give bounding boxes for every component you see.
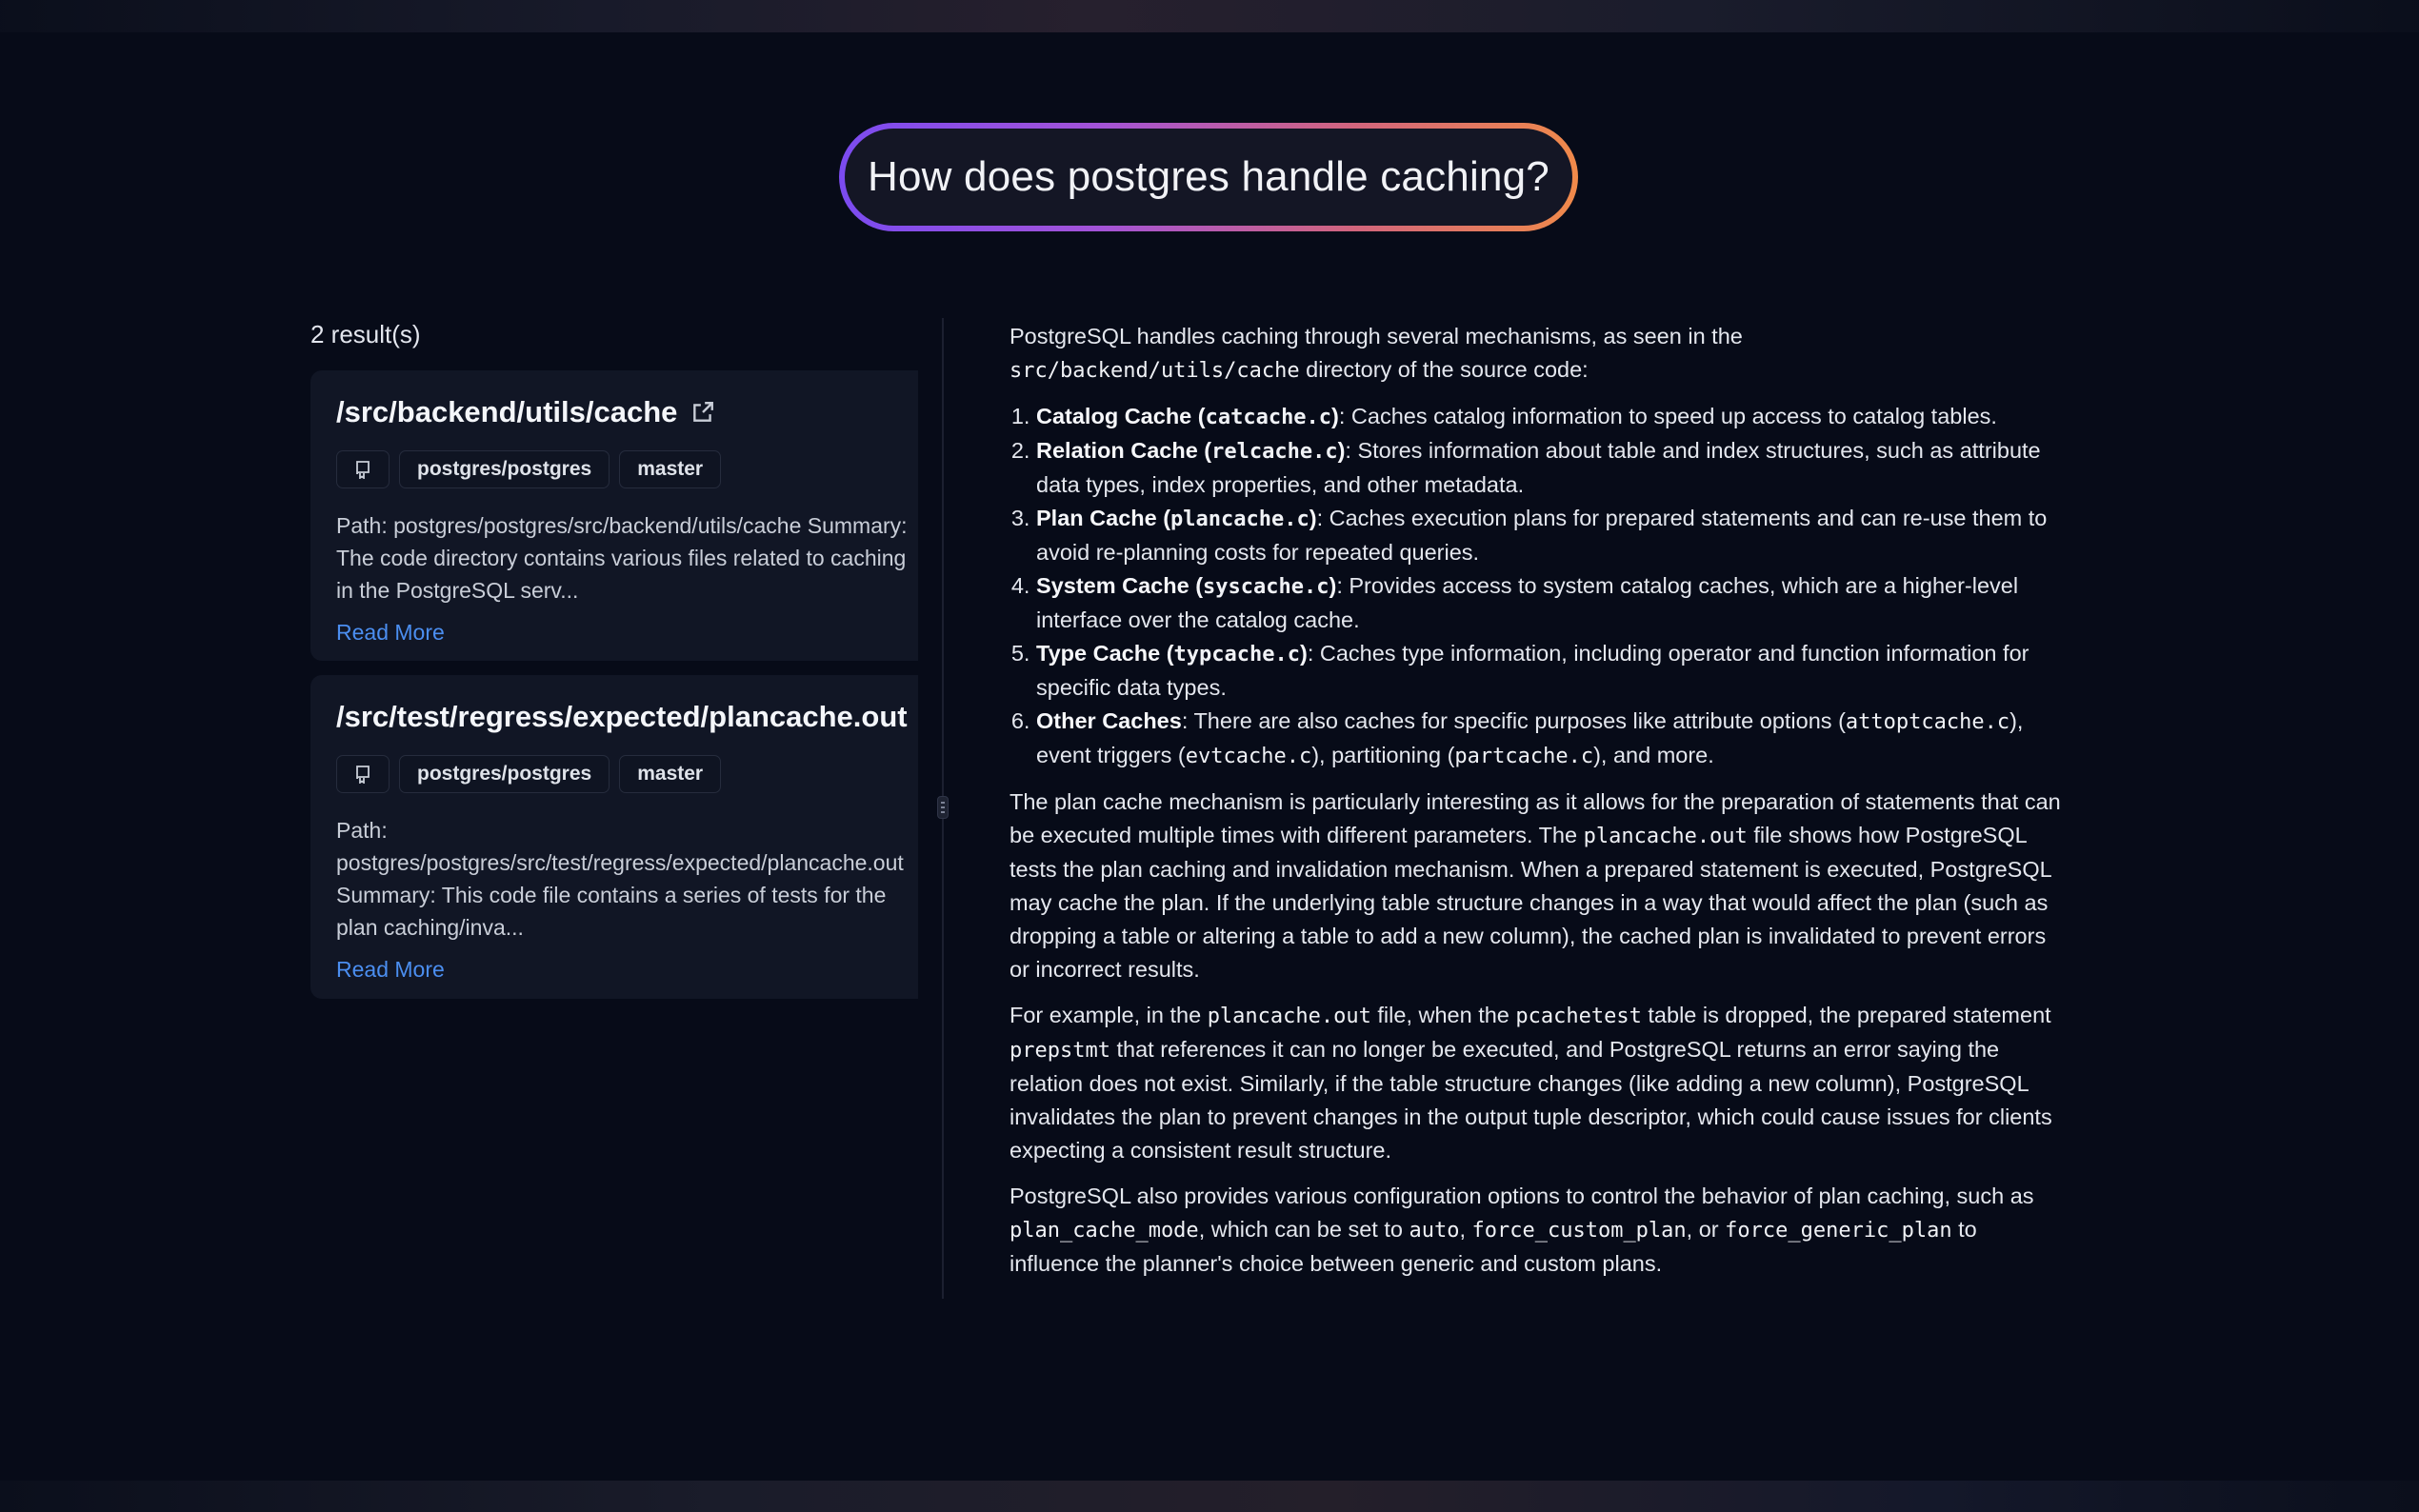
text: to influence the planner's choice between generic and custom plans. bbox=[1010, 1217, 1977, 1276]
list-item bbox=[1036, 400, 2067, 434]
inline-code: plan_cache_mode bbox=[1010, 1219, 1199, 1243]
text: , or bbox=[1686, 1217, 1726, 1242]
answer-intro bbox=[1010, 320, 2067, 388]
inline-code: typcache.c bbox=[1173, 643, 1300, 666]
text: For example, in the bbox=[1010, 1003, 1208, 1027]
item-text: : Caches execution plans for prepared statements and can re-use them to avoid re-planning costs for repeated queries. bbox=[1036, 506, 2048, 565]
item-text: : Caches catalog information to speed up access to catalog tables. bbox=[1338, 404, 1997, 428]
query-text: How does postgres handle caching? bbox=[845, 129, 1572, 226]
inline-code: attoptcache.c bbox=[1845, 710, 2010, 734]
text: , bbox=[1459, 1217, 1472, 1242]
text: PostgreSQL handles caching through several mechanisms, as seen in the bbox=[1010, 324, 1743, 348]
inline-code: evtcache.c bbox=[1185, 745, 1312, 768]
text: directory of the source code: bbox=[1299, 357, 1589, 382]
list-item bbox=[1036, 434, 2067, 502]
item-title: Plan Cache ( bbox=[1036, 506, 1171, 530]
inline-code: partcache.c bbox=[1454, 745, 1594, 768]
top-glow bbox=[0, 0, 2419, 32]
repo-chip bbox=[336, 450, 390, 488]
result-summary bbox=[336, 509, 918, 607]
item-text: ), event triggers ( bbox=[1036, 708, 2024, 767]
item-text: : Caches type information, including operator and function information for specific data types. bbox=[1036, 641, 2029, 700]
summary-line: Path: postgres/postgres/src/backend/utils/cache Summary: bbox=[336, 513, 908, 538]
repo-name-chip: postgres/postgres bbox=[399, 450, 610, 488]
inline-code: auto bbox=[1409, 1219, 1460, 1243]
inline-code: force_custom_plan bbox=[1471, 1219, 1687, 1243]
inline-code: src/backend/utils/cache bbox=[1010, 359, 1300, 383]
summary-line: plan caching/inva... bbox=[336, 915, 524, 940]
item-title-end: ) bbox=[1329, 573, 1337, 598]
results-list bbox=[310, 370, 918, 1018]
item-title: Relation Cache ( bbox=[1036, 438, 1212, 463]
text: The plan cache mechanism is particularly interesting as it allows for the preparation of statements that can be executed multiple times with different parameters. The bbox=[1010, 789, 2061, 847]
item-text: : Stores information about table and index structures, such as attribute data types, index properties, and other metadata. bbox=[1036, 438, 2041, 497]
result-tags bbox=[336, 450, 918, 488]
summary-line: The code directory contains various files related to caching bbox=[336, 546, 907, 570]
inline-code: force_generic_plan bbox=[1725, 1219, 1952, 1243]
list-item bbox=[1036, 502, 2067, 569]
inline-code: syscache.c bbox=[1203, 575, 1329, 599]
item-title-end: ) bbox=[1309, 506, 1317, 530]
results-count: 2 result(s) bbox=[310, 320, 421, 348]
summary-line: Path: bbox=[336, 818, 388, 843]
inline-code: relcache.c bbox=[1211, 440, 1338, 464]
result-card[interactable] bbox=[310, 370, 918, 661]
item-text: : Provides access to system catalog caches, which are a higher-level interface over the catalog cache. bbox=[1036, 573, 2019, 632]
answer-paragraph bbox=[1010, 786, 2067, 986]
summary-line: Summary: This code file contains a series of tests for the bbox=[336, 883, 887, 907]
branch-chip: master bbox=[619, 450, 721, 488]
read-more-link[interactable]: Read More bbox=[336, 957, 445, 982]
answer-paragraph bbox=[1010, 999, 2067, 1167]
result-tags bbox=[336, 755, 918, 793]
result-card[interactable] bbox=[310, 675, 918, 999]
text: table is dropped, the prepared statement bbox=[1641, 1003, 2051, 1027]
item-text: ), and more. bbox=[1593, 743, 1714, 767]
item-title-end: ) bbox=[1331, 404, 1339, 428]
answer-panel bbox=[1010, 320, 2067, 1293]
bottom-glow bbox=[0, 1481, 2419, 1512]
summary-line: postgres/postgres/src/test/regress/expected/plancache.out bbox=[336, 850, 904, 875]
list-item bbox=[1036, 705, 2067, 773]
external-link-icon[interactable] bbox=[690, 400, 715, 425]
list-item bbox=[1036, 637, 2067, 705]
text: that references it can no longer be executed, and PostgreSQL returns an error saying the relation does not exist. Similarly, if the table structure changes (like adding a new column), PostgreSQL invalidates the plan to prevent changes in the output tuple descriptor, which could cause issues for clients expecting a consistent result structure. bbox=[1010, 1037, 2052, 1163]
summary-line: in the PostgreSQL serv... bbox=[336, 578, 579, 603]
item-title-end: ) bbox=[1337, 438, 1346, 463]
item-title: Type Cache ( bbox=[1036, 641, 1174, 666]
list-item bbox=[1036, 569, 2067, 637]
result-title-text: /src/test/regress/expected/plancache.out bbox=[336, 700, 908, 733]
inline-code: plancache.out bbox=[1583, 825, 1748, 848]
item-text: : There are also caches for specific purposes like attribute options ( bbox=[1181, 708, 1846, 733]
result-title-text: /src/backend/utils/cache bbox=[336, 395, 678, 428]
cache-list bbox=[1010, 400, 2067, 773]
item-title: System Cache ( bbox=[1036, 573, 1204, 598]
text: file shows how PostgreSQL tests the plan caching and invalidation mechanism. When a prepared statement is executed, PostgreSQL may cache the plan. If the underlying table structure changes in a way that would affect the plan (such as dropping a table or altering a table to add a new column), the cached plan is invalidated to prevent errors or incorrect results. bbox=[1010, 823, 2051, 982]
query-pill[interactable] bbox=[839, 123, 1578, 231]
item-text: ), partitioning ( bbox=[1311, 743, 1455, 767]
item-title: Other Caches bbox=[1036, 708, 1182, 733]
git-repo-icon bbox=[354, 765, 371, 784]
repo-name-chip: postgres/postgres bbox=[399, 755, 610, 793]
result-summary bbox=[336, 814, 918, 944]
branch-chip: master bbox=[619, 755, 721, 793]
result-title[interactable] bbox=[336, 395, 918, 429]
inline-code: prepstmt bbox=[1010, 1039, 1110, 1063]
repo-chip bbox=[336, 755, 390, 793]
text: file, when the bbox=[1370, 1003, 1516, 1027]
git-repo-icon bbox=[354, 460, 371, 479]
answer-paragraph bbox=[1010, 1180, 2067, 1281]
item-title: Catalog Cache ( bbox=[1036, 404, 1206, 428]
text: , which can be set to bbox=[1198, 1217, 1409, 1242]
text: PostgreSQL also provides various configuration options to control the behavior of plan caching, such as bbox=[1010, 1184, 2034, 1208]
result-title[interactable] bbox=[336, 700, 918, 734]
inline-code: plancache.c bbox=[1170, 507, 1309, 531]
inline-code: pcachetest bbox=[1515, 1005, 1642, 1028]
resize-handle[interactable] bbox=[937, 796, 949, 819]
read-more-link[interactable]: Read More bbox=[336, 620, 445, 645]
inline-code: plancache.out bbox=[1207, 1005, 1371, 1028]
inline-code: catcache.c bbox=[1205, 406, 1332, 429]
item-title-end: ) bbox=[1299, 641, 1308, 666]
